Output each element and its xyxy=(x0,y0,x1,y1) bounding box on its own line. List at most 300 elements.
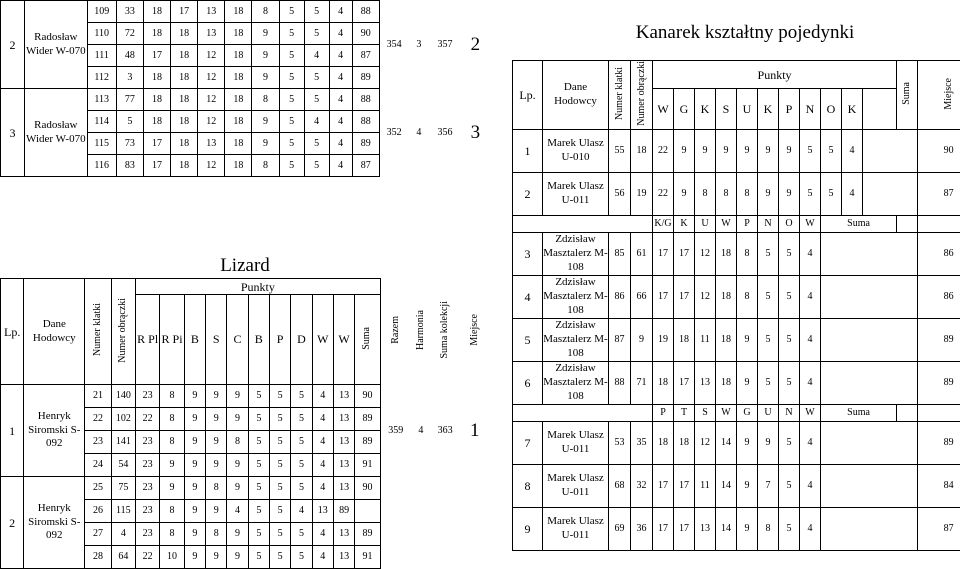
kanarek-sub-header: N xyxy=(800,89,821,130)
table-row xyxy=(513,464,960,507)
score-cell: 5 xyxy=(279,1,304,23)
score-cell: 5 xyxy=(758,318,779,361)
score-cell: 9 xyxy=(206,431,227,454)
score-cell: 5 xyxy=(279,111,304,133)
score-cell: 9 xyxy=(184,408,205,431)
score-cell: 18 xyxy=(716,275,737,318)
breeder-name: Radosław Wider W-070 xyxy=(25,89,88,177)
score-cell: 9 xyxy=(674,172,695,215)
score-cell: 12 xyxy=(198,45,225,67)
kanarek-sub-header: W xyxy=(716,404,737,421)
score-cell: 115 xyxy=(111,500,135,523)
score-cell: 9 xyxy=(758,421,779,464)
score-cell: 17 xyxy=(143,155,170,177)
score-cell: 4 xyxy=(800,232,821,275)
kanarek-sub-header: N xyxy=(758,215,779,232)
miejsce-value: 3 xyxy=(461,89,490,177)
score-cell: 5 xyxy=(248,408,269,431)
score-cell: 8 xyxy=(716,172,737,215)
score-cell: 4 xyxy=(329,67,352,89)
score-cell: 8 xyxy=(160,408,184,431)
lizard-harmonia-header: Harmonia xyxy=(411,279,431,385)
score-cell: 5 xyxy=(800,129,821,172)
lizard-suma-kolekcji-header: Suma kolekcji xyxy=(431,279,459,385)
score-cell: 9 xyxy=(779,172,800,215)
score-cell: 5 xyxy=(779,421,800,464)
score-cell: 5 xyxy=(279,67,304,89)
row-lp: 9 xyxy=(513,507,543,550)
score-cell: 18 xyxy=(143,89,170,111)
score-cell: 4 xyxy=(304,111,329,133)
score-cell: 4 xyxy=(312,385,333,408)
score-cell: 48 xyxy=(116,45,143,67)
score-cell: 12 xyxy=(198,111,225,133)
score-cell: 88 xyxy=(352,89,379,111)
score-cell: 110 xyxy=(87,23,116,45)
score-cell: 5 xyxy=(291,523,312,546)
score-cell: 9 xyxy=(184,500,205,523)
score-cell: 9 xyxy=(227,385,248,408)
empty-cell xyxy=(897,404,918,421)
score-cell: 4 xyxy=(329,89,352,111)
score-cell: 5 xyxy=(304,1,329,23)
score-cell: 5 xyxy=(269,477,290,500)
score-cell: 88 xyxy=(352,1,379,23)
score-cell: 18 xyxy=(171,67,198,89)
score-cell: 4 xyxy=(227,500,248,523)
lizard-punkty-header: Punkty xyxy=(136,279,381,295)
score-cell: 4 xyxy=(312,523,333,546)
kanarek-sub-header: U xyxy=(758,404,779,421)
suma-value: 356 xyxy=(429,89,460,177)
group-lp: 1 xyxy=(1,385,24,477)
score-cell: 4 xyxy=(329,23,352,45)
score-cell: 90 xyxy=(355,385,381,408)
score-cell: 28 xyxy=(85,546,111,569)
score-cell: 23 xyxy=(136,454,160,477)
score-cell: 17 xyxy=(143,133,170,155)
score-cell: 8 xyxy=(160,385,184,408)
score-cell: 4 xyxy=(329,155,352,177)
empty-cell xyxy=(821,275,918,318)
score-cell: 18 xyxy=(716,361,737,404)
score-cell: 9 xyxy=(758,172,779,215)
score-cell: 5 xyxy=(291,408,312,431)
kanarek-sub-header: P xyxy=(737,215,758,232)
breeder-name: Marek Ulasz U-011 xyxy=(543,507,609,550)
score-cell: 9 xyxy=(737,361,758,404)
score-cell: 116 xyxy=(87,155,116,177)
score-cell: 17 xyxy=(143,45,170,67)
empty-cell xyxy=(821,232,918,275)
lizard-lp-header: Lp. xyxy=(1,279,24,385)
score-cell: 85 xyxy=(609,232,631,275)
kanarek-sub-header: K xyxy=(695,89,716,130)
score-cell: 22 xyxy=(653,129,674,172)
score-cell: 9 xyxy=(206,454,227,477)
score-cell: 22 xyxy=(136,408,160,431)
table-row xyxy=(1,1,491,23)
score-cell: 18 xyxy=(631,129,653,172)
score-cell: 4 xyxy=(312,546,333,569)
score-cell: 8 xyxy=(737,275,758,318)
score-cell: 18 xyxy=(143,23,170,45)
score-cell: 9 xyxy=(737,129,758,172)
score-cell: 9 xyxy=(737,464,758,507)
empty-cell xyxy=(821,507,918,550)
score-cell: 5 xyxy=(269,454,290,477)
score-cell: 5 xyxy=(304,133,329,155)
kanarek-sub-header: G xyxy=(737,404,758,421)
score-cell: 90 xyxy=(352,23,379,45)
empty-cell xyxy=(821,421,918,464)
score-cell: 4 xyxy=(800,361,821,404)
breeder-name: Radosław Wider W-070 xyxy=(25,1,88,89)
breeder-name: Zdzisław Masztalerz M-108 xyxy=(543,361,609,404)
score-cell: 71 xyxy=(631,361,653,404)
score-cell: 23 xyxy=(85,431,111,454)
score-cell: 5 xyxy=(779,464,800,507)
score-cell: 11 xyxy=(695,464,716,507)
lizard-razem-header: Razem xyxy=(380,279,410,385)
score-cell: 18 xyxy=(225,111,252,133)
empty-cell xyxy=(355,500,381,523)
score-cell: 13 xyxy=(333,408,354,431)
score-cell: 4 xyxy=(842,172,863,215)
score-cell: 13 xyxy=(695,507,716,550)
score-cell: 113 xyxy=(87,89,116,111)
razem-value: 354 xyxy=(379,1,408,89)
score-cell: 55 xyxy=(609,129,631,172)
score-cell: 8 xyxy=(252,155,279,177)
score-cell: 12 xyxy=(695,421,716,464)
score-cell: 5 xyxy=(279,133,304,155)
score-cell: 87 xyxy=(352,155,379,177)
table-row xyxy=(513,129,960,172)
score-cell: 13 xyxy=(333,385,354,408)
lizard-col-header: P xyxy=(269,295,290,385)
score-cell: 68 xyxy=(609,464,631,507)
score-cell: 8 xyxy=(160,431,184,454)
kanarek-sub-header: K/G xyxy=(653,215,674,232)
score-cell: 8 xyxy=(758,507,779,550)
group-lp: 2 xyxy=(1,1,25,89)
score-cell: 17 xyxy=(674,464,695,507)
kanarek-miejsce-label: Miejsce xyxy=(944,78,954,110)
score-cell: 5 xyxy=(779,232,800,275)
score-cell: 12 xyxy=(198,155,225,177)
score-cell: 5 xyxy=(269,523,290,546)
score-cell: 5 xyxy=(248,500,269,523)
score-cell: 72 xyxy=(116,23,143,45)
kanarek-sub-header: W xyxy=(716,215,737,232)
suma-kolekcji-value: 363 xyxy=(431,385,459,477)
score-cell: 5 xyxy=(248,454,269,477)
score-cell: 13 xyxy=(333,454,354,477)
score-cell: 5 xyxy=(304,155,329,177)
score-cell: 89 xyxy=(352,67,379,89)
kanarek-sub-header: W xyxy=(800,215,821,232)
score-cell: 5 xyxy=(269,385,290,408)
score-cell: 9 xyxy=(737,507,758,550)
score-cell: 114 xyxy=(87,111,116,133)
score-cell: 9 xyxy=(252,23,279,45)
lizard-col-header: B xyxy=(248,295,269,385)
lizard-dane-header: Dane Hodowcy xyxy=(24,279,85,385)
score-cell: 5 xyxy=(269,408,290,431)
score-cell: 8 xyxy=(160,500,184,523)
score-cell: 91 xyxy=(355,546,381,569)
score-cell: 9 xyxy=(184,454,205,477)
score-cell: 13 xyxy=(198,1,225,23)
suma-value: 87 xyxy=(918,172,960,215)
score-cell: 10 xyxy=(160,546,184,569)
empty-cell xyxy=(863,129,918,172)
score-cell: 12 xyxy=(198,89,225,111)
score-cell: 86 xyxy=(609,275,631,318)
score-cell: 13 xyxy=(333,431,354,454)
empty-cell xyxy=(821,318,918,361)
kanarek-table xyxy=(512,60,960,551)
score-cell: 9 xyxy=(227,523,248,546)
score-cell: 18 xyxy=(225,133,252,155)
table-row xyxy=(1,89,491,111)
table-row xyxy=(513,172,960,215)
harmonia-value: 4 xyxy=(408,89,429,177)
score-cell: 64 xyxy=(111,546,135,569)
score-cell: 4 xyxy=(312,454,333,477)
group-lp: 3 xyxy=(1,89,25,177)
harmonia-value: 3 xyxy=(408,1,429,89)
score-cell: 8 xyxy=(206,477,227,500)
score-cell: 26 xyxy=(85,500,111,523)
score-cell: 18 xyxy=(653,421,674,464)
suma-value: 86 xyxy=(918,232,960,275)
score-cell: 5 xyxy=(291,454,312,477)
kanarek-sub-header: O xyxy=(779,215,800,232)
score-cell: 22 xyxy=(85,408,111,431)
score-cell: 5 xyxy=(279,155,304,177)
score-cell: 87 xyxy=(609,318,631,361)
breeder-name: Zdzisław Masztalerz M-108 xyxy=(543,275,609,318)
score-cell: 4 xyxy=(329,1,352,23)
score-cell: 5 xyxy=(279,23,304,45)
breeder-name: Marek Ulasz U-011 xyxy=(543,464,609,507)
kanarek-sub-header: G xyxy=(674,89,695,130)
score-cell: 5 xyxy=(779,275,800,318)
score-cell: 9 xyxy=(184,385,205,408)
score-cell: 141 xyxy=(111,431,135,454)
score-cell: 18 xyxy=(653,361,674,404)
score-cell: 77 xyxy=(116,89,143,111)
suma-value: 87 xyxy=(918,507,960,550)
score-cell: 88 xyxy=(609,361,631,404)
score-cell: 9 xyxy=(252,67,279,89)
score-cell: 14 xyxy=(716,464,737,507)
lizard-klatki-header: Numer klatki xyxy=(85,279,111,385)
score-cell: 18 xyxy=(716,318,737,361)
score-cell: 115 xyxy=(87,133,116,155)
score-cell: 5 xyxy=(248,477,269,500)
kanarek-sub-header: S xyxy=(695,404,716,421)
score-cell: 12 xyxy=(198,67,225,89)
razem-value xyxy=(380,477,410,569)
score-cell: 18 xyxy=(171,133,198,155)
kanarek-klatki-label: Numer klatki xyxy=(615,67,625,120)
score-cell: 8 xyxy=(160,523,184,546)
score-cell: 89 xyxy=(333,500,354,523)
score-cell: 21 xyxy=(85,385,111,408)
score-cell: 13 xyxy=(333,477,354,500)
empty-cell xyxy=(863,89,897,130)
kanarek-title: Kanarek kształtny pojedynki xyxy=(600,22,890,44)
score-cell: 9 xyxy=(206,385,227,408)
breeder-name: Marek Ulasz U-011 xyxy=(543,172,609,215)
table-row xyxy=(513,361,960,404)
score-cell: 9 xyxy=(227,546,248,569)
lizard-miejsce-header: Miejsce xyxy=(459,279,490,385)
kanarek-klatki-header xyxy=(609,61,631,130)
score-cell: 17 xyxy=(674,232,695,275)
score-cell: 4 xyxy=(111,523,135,546)
score-cell: 112 xyxy=(87,67,116,89)
score-cell: 5 xyxy=(304,23,329,45)
score-cell: 5 xyxy=(758,275,779,318)
score-cell: 4 xyxy=(312,477,333,500)
score-cell: 12 xyxy=(695,275,716,318)
score-cell: 9 xyxy=(252,111,279,133)
score-cell: 9 xyxy=(184,431,205,454)
kanarek-sub-header: U xyxy=(695,215,716,232)
harmonia-value xyxy=(411,477,431,569)
score-cell: 4 xyxy=(329,133,352,155)
suma-value: 90 xyxy=(918,129,960,172)
score-cell: 23 xyxy=(136,523,160,546)
score-cell: 140 xyxy=(111,385,135,408)
score-cell: 9 xyxy=(737,318,758,361)
empty-cell xyxy=(821,464,918,507)
score-cell: 5 xyxy=(291,477,312,500)
score-cell: 8 xyxy=(252,1,279,23)
score-cell: 5 xyxy=(779,507,800,550)
score-cell: 9 xyxy=(758,129,779,172)
score-cell: 19 xyxy=(631,172,653,215)
suma-value: 357 xyxy=(429,1,460,89)
score-cell: 5 xyxy=(248,385,269,408)
row-lp: 8 xyxy=(513,464,543,507)
score-cell: 23 xyxy=(136,477,160,500)
score-cell: 9 xyxy=(184,477,205,500)
kanarek-suma-label: Suma xyxy=(902,82,912,105)
kanarek-sub-header: Suma xyxy=(821,404,897,421)
score-cell: 9 xyxy=(184,546,205,569)
miejsce-value xyxy=(459,477,490,569)
breeder-name: Zdzisław Masztalerz M-108 xyxy=(543,318,609,361)
score-cell: 13 xyxy=(198,133,225,155)
kanarek-lp-header: Lp. xyxy=(513,61,543,130)
score-cell: 4 xyxy=(329,45,352,67)
score-cell: 17 xyxy=(653,507,674,550)
score-cell: 4 xyxy=(800,318,821,361)
kanarek-sub-header: N xyxy=(779,404,800,421)
score-cell: 17 xyxy=(653,232,674,275)
miejsce-value: 1 xyxy=(459,385,490,477)
row-lp: 6 xyxy=(513,361,543,404)
suma-value: 89 xyxy=(918,361,960,404)
table-row xyxy=(513,507,960,550)
score-cell: 4 xyxy=(800,421,821,464)
score-cell: 13 xyxy=(333,546,354,569)
score-cell: 4 xyxy=(800,275,821,318)
score-cell: 8 xyxy=(737,232,758,275)
score-cell: 75 xyxy=(111,477,135,500)
score-cell: 18 xyxy=(225,67,252,89)
score-cell: 91 xyxy=(355,454,381,477)
empty-cell xyxy=(897,215,918,232)
empty-cell xyxy=(513,404,653,421)
suma-kolekcji-value xyxy=(431,477,459,569)
score-cell: 5 xyxy=(116,111,143,133)
suma-value: 89 xyxy=(918,421,960,464)
kanarek-dane-header: Dane Hodowcy xyxy=(543,61,609,130)
table-row xyxy=(1,385,491,408)
score-cell: 66 xyxy=(631,275,653,318)
score-cell: 36 xyxy=(631,507,653,550)
score-cell: 18 xyxy=(225,155,252,177)
score-cell: 8 xyxy=(252,89,279,111)
breeder-name: Marek Ulasz U-011 xyxy=(543,421,609,464)
score-cell: 17 xyxy=(171,1,198,23)
score-cell: 54 xyxy=(111,454,135,477)
score-cell: 109 xyxy=(87,1,116,23)
score-cell: 8 xyxy=(227,431,248,454)
score-cell: 18 xyxy=(225,23,252,45)
score-cell: 5 xyxy=(269,431,290,454)
score-cell: 5 xyxy=(304,89,329,111)
score-cell: 4 xyxy=(312,408,333,431)
score-cell: 17 xyxy=(653,464,674,507)
table-row xyxy=(513,421,960,464)
score-cell: 5 xyxy=(269,500,290,523)
score-cell: 9 xyxy=(631,318,653,361)
lizard-col-header: W xyxy=(312,295,333,385)
score-cell: 4 xyxy=(800,507,821,550)
breeder-name: Henryk Siromski S-092 xyxy=(24,477,85,569)
score-cell: 9 xyxy=(184,523,205,546)
score-cell: 88 xyxy=(352,111,379,133)
kanarek-obraczki-header xyxy=(631,61,653,130)
score-cell: 35 xyxy=(631,421,653,464)
score-cell: 9 xyxy=(737,421,758,464)
score-cell: 12 xyxy=(695,232,716,275)
suma-value: 84 xyxy=(918,464,960,507)
score-cell: 17 xyxy=(674,361,695,404)
kanarek-obraczki-label: Numer obrączki xyxy=(637,61,647,126)
kanarek-sub-header: W xyxy=(800,404,821,421)
score-cell: 5 xyxy=(291,546,312,569)
score-cell: 18 xyxy=(171,155,198,177)
score-cell: 18 xyxy=(171,89,198,111)
breeder-name: Zdzisław Masztalerz M-108 xyxy=(543,232,609,275)
score-cell: 17 xyxy=(674,275,695,318)
kanarek-sub-header: S xyxy=(716,89,737,130)
score-cell: 9 xyxy=(227,477,248,500)
row-lp: 5 xyxy=(513,318,543,361)
score-cell: 23 xyxy=(136,500,160,523)
score-cell: 3 xyxy=(116,67,143,89)
score-cell: 4 xyxy=(842,129,863,172)
score-cell: 9 xyxy=(674,129,695,172)
